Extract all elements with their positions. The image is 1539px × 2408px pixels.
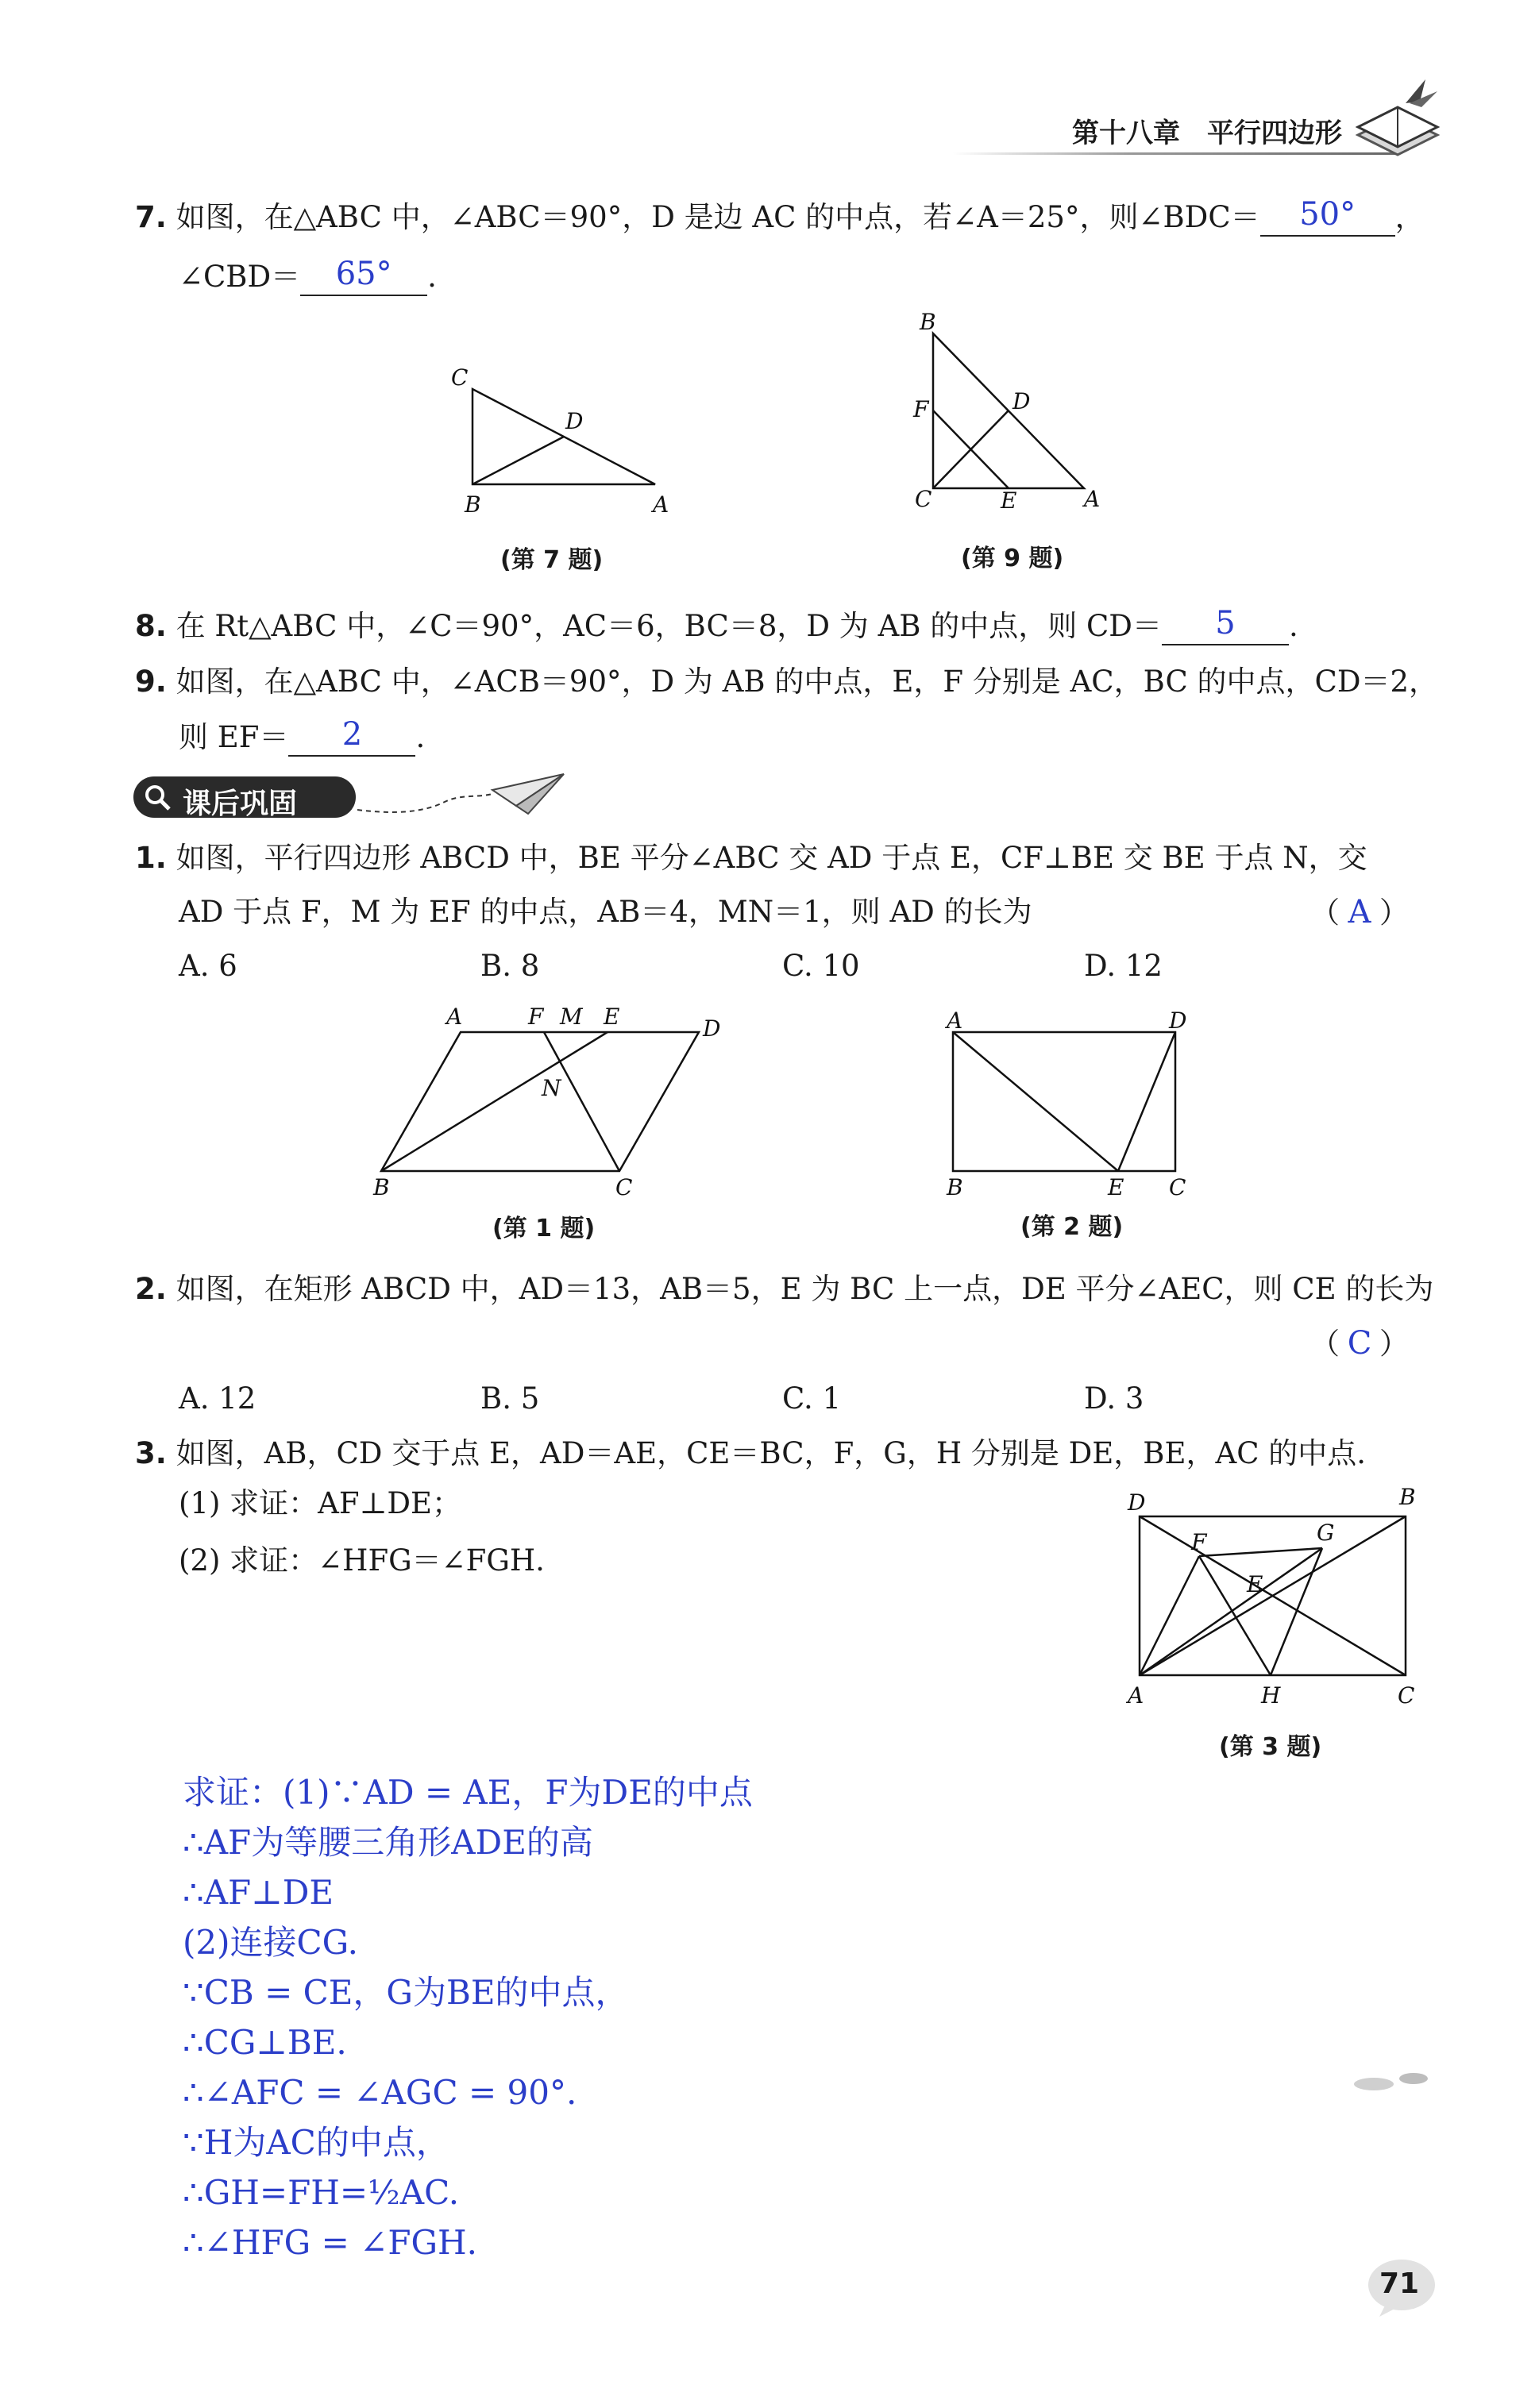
section-banner [133,776,356,818]
figp2-label-a: A [947,1008,963,1034]
q7-text1: 如图，在△ABC 中，∠ABC＝90°，D 是边 AC 的中点，若∠A＝25°，则∠BDC＝ [176,200,1260,234]
figp2-label-c: C [1169,1174,1186,1200]
figp1-label-m: M [560,1004,583,1030]
q8-number: 8. [135,609,167,643]
q7-line2 [179,258,437,296]
fig7-label-c: C [451,365,469,391]
p3-text: 如图，AB，CD 交于点 E，AD＝AE，CE＝BC，F，G，H 分别是 DE，BE，AC 的中点. [176,1436,1367,1470]
p2-paren-close: ） [1379,1327,1409,1361]
proof-line-1: 求证：(1)∵AD = AE，F为DE的中点 [183,1773,753,1812]
p3-sub1: (1) 求证：AF⊥DE； [179,1486,462,1520]
figp3-label-c: C [1398,1682,1415,1709]
q7-answer2: 65° [335,256,392,292]
figp3-label-e: E [1247,1571,1263,1597]
figp2-label-d: D [1169,1008,1187,1034]
fig9-label-d: D [1012,388,1031,414]
fig9-label-f: F [913,396,929,422]
proof-line-9: ∴GH=FH=½AC. [183,2173,460,2212]
figp3-label-g: G [1317,1520,1335,1546]
p1-line1 [135,839,1367,877]
proof-line-8: ∵H为AC的中点， [183,2123,449,2162]
q8-end: . [1288,609,1298,643]
figure-9 [905,310,1112,516]
p1-answer-box [1310,893,1409,932]
figp3-label-h: H [1261,1682,1281,1709]
p2-paren-open: （ [1310,1327,1340,1361]
q7-number: 7. [135,200,167,234]
q9-text2: 则 EF＝ [179,720,289,754]
q9-text1: 如图，在△ABC 中，∠ACB＝90°，D 为 AB 的中点，E，F 分别是 AC，BC 的中点，CD＝2， [176,665,1439,699]
figure-7 [445,365,683,524]
section-title: 课后巩固 [183,788,298,820]
q8-answer: 5 [1215,605,1236,641]
fig7-caption: (第 7 题) [500,546,604,574]
magnifier-icon [143,783,173,813]
p1-paren-open: （ [1310,896,1340,930]
q8-blank[interactable] [1162,605,1289,645]
q7-blank1[interactable] [1260,196,1395,237]
figp3-label-d: D [1128,1489,1146,1516]
p2-text: 如图，在矩形 ABCD 中，AD＝13，AB＝5，E 为 BC 上一点，DE 平分∠AEC，则 CE 的长为 [176,1272,1434,1306]
figp3-label-f: F [1191,1529,1207,1555]
page-header [953,103,1461,159]
q9-answer: 2 [341,716,363,753]
paper-plane-icon [357,766,572,830]
p1-text2: AD 于点 F，M 为 EF 的中点，AB＝4，MN＝1，则 AD 的长为 [179,895,1032,929]
proof-line-2: ∴AF为等腰三角形ADE的高 [183,1823,593,1862]
proof-line-7: ∴∠AFC = ∠AGC = 90°. [183,2073,577,2112]
q8-line [135,607,1298,645]
fig7-label-d: D [565,408,584,434]
p2-choice-b[interactable]: B. 5 [480,1381,540,1416]
q7-text2: ∠CBD＝ [179,260,301,294]
p1-choice-c[interactable]: C. 10 [782,949,860,983]
figure-p1 [357,996,739,1203]
figure-p3 [1112,1477,1429,1715]
p2-answer-box [1310,1324,1409,1363]
chapter-title: 平行四边形 [1207,118,1342,149]
figp2-label-b: B [947,1174,963,1200]
p3-sub2: (2) 求证：∠HFG＝∠FGH. [179,1543,545,1578]
q8-text: 在 Rt△ABC 中，∠C＝90°，AC＝6，BC＝8，D 为 AB 的中点，则 CD＝ [176,609,1162,643]
figp1-label-c: C [615,1174,633,1200]
p1-choice-a[interactable]: A. 6 [179,949,237,983]
q9-line2 [179,716,426,757]
p1-text1: 如图，平行四边形 ABCD 中，BE 平分∠ABC 交 AD 于点 E，CF⊥BE 交 BE 于点 N，交 [176,841,1367,875]
fig9-label-e: E [1001,487,1017,514]
figp3-label-b: B [1399,1484,1416,1510]
p1-line2 [179,893,1032,931]
figp3-caption: (第 3 题) [1219,1733,1322,1761]
q7-answer1: 50° [1299,196,1356,233]
q9-line1 [135,663,1438,701]
p2-number: 2. [135,1272,167,1306]
q7-line1 [135,198,1425,237]
p2-choice-d[interactable]: D. 3 [1084,1381,1144,1416]
figp1-label-f: F [528,1004,544,1030]
page-number: 71 [1379,2267,1420,2300]
proof-line-4: (2)连接CG. [183,1923,359,1962]
fig9-label-c: C [915,486,932,512]
figp2-caption: (第 2 题) [1020,1213,1124,1241]
figure-p2 [937,1004,1191,1203]
figp1-label-a: A [446,1004,463,1030]
footer-decoration-icon [1350,2064,1445,2096]
figp1-label-d: D [703,1015,721,1042]
page-number-badge [1362,2255,1441,2318]
p2-line1 [135,1270,1433,1308]
proof-line-5: ∵CB = CE，G为BE的中点， [183,1973,629,2012]
fig9-caption: (第 9 题) [961,545,1064,572]
q7-end: . [427,260,437,294]
figp1-label-n: N [542,1075,561,1101]
p2-choice-c[interactable]: C. 1 [782,1381,842,1416]
p1-choice-b[interactable]: B. 8 [480,949,540,983]
p1-number: 1. [135,841,167,875]
p2-choice-a[interactable]: A. 12 [179,1381,256,1416]
fig7-label-b: B [465,491,481,518]
figp3-label-a: A [1128,1682,1144,1709]
header-underline [953,152,1398,155]
p1-paren-close: ） [1379,896,1409,930]
figp1-label-b: B [373,1174,390,1200]
fig7-label-a: A [653,491,669,518]
p1-answer[interactable]: A [1348,894,1371,930]
figp1-label-e: E [604,1004,620,1030]
q7-comma: ， [1394,200,1425,234]
book-icon [1350,71,1445,159]
p3-line1 [135,1435,1366,1473]
chapter-label: 第十八章 [1072,118,1180,149]
figp1-caption: (第 1 题) [492,1215,596,1243]
p1-choice-d[interactable]: D. 12 [1084,949,1163,983]
q9-end: . [415,720,426,754]
p2-answer[interactable]: C [1347,1325,1372,1362]
figp2-label-e: E [1108,1174,1124,1200]
proof-line-3: ∴AF⊥DE [183,1873,334,1912]
fig9-label-a: A [1084,486,1101,512]
proof-line-6: ∴CG⊥BE. [183,2023,347,2062]
q7-blank2[interactable] [300,256,427,296]
p3-number: 3. [135,1436,167,1470]
q9-number: 9. [135,665,167,699]
proof-line-10: ∴∠HFG = ∠FGH. [183,2223,477,2262]
q9-blank[interactable] [288,716,415,757]
fig9-label-b: B [920,310,936,335]
